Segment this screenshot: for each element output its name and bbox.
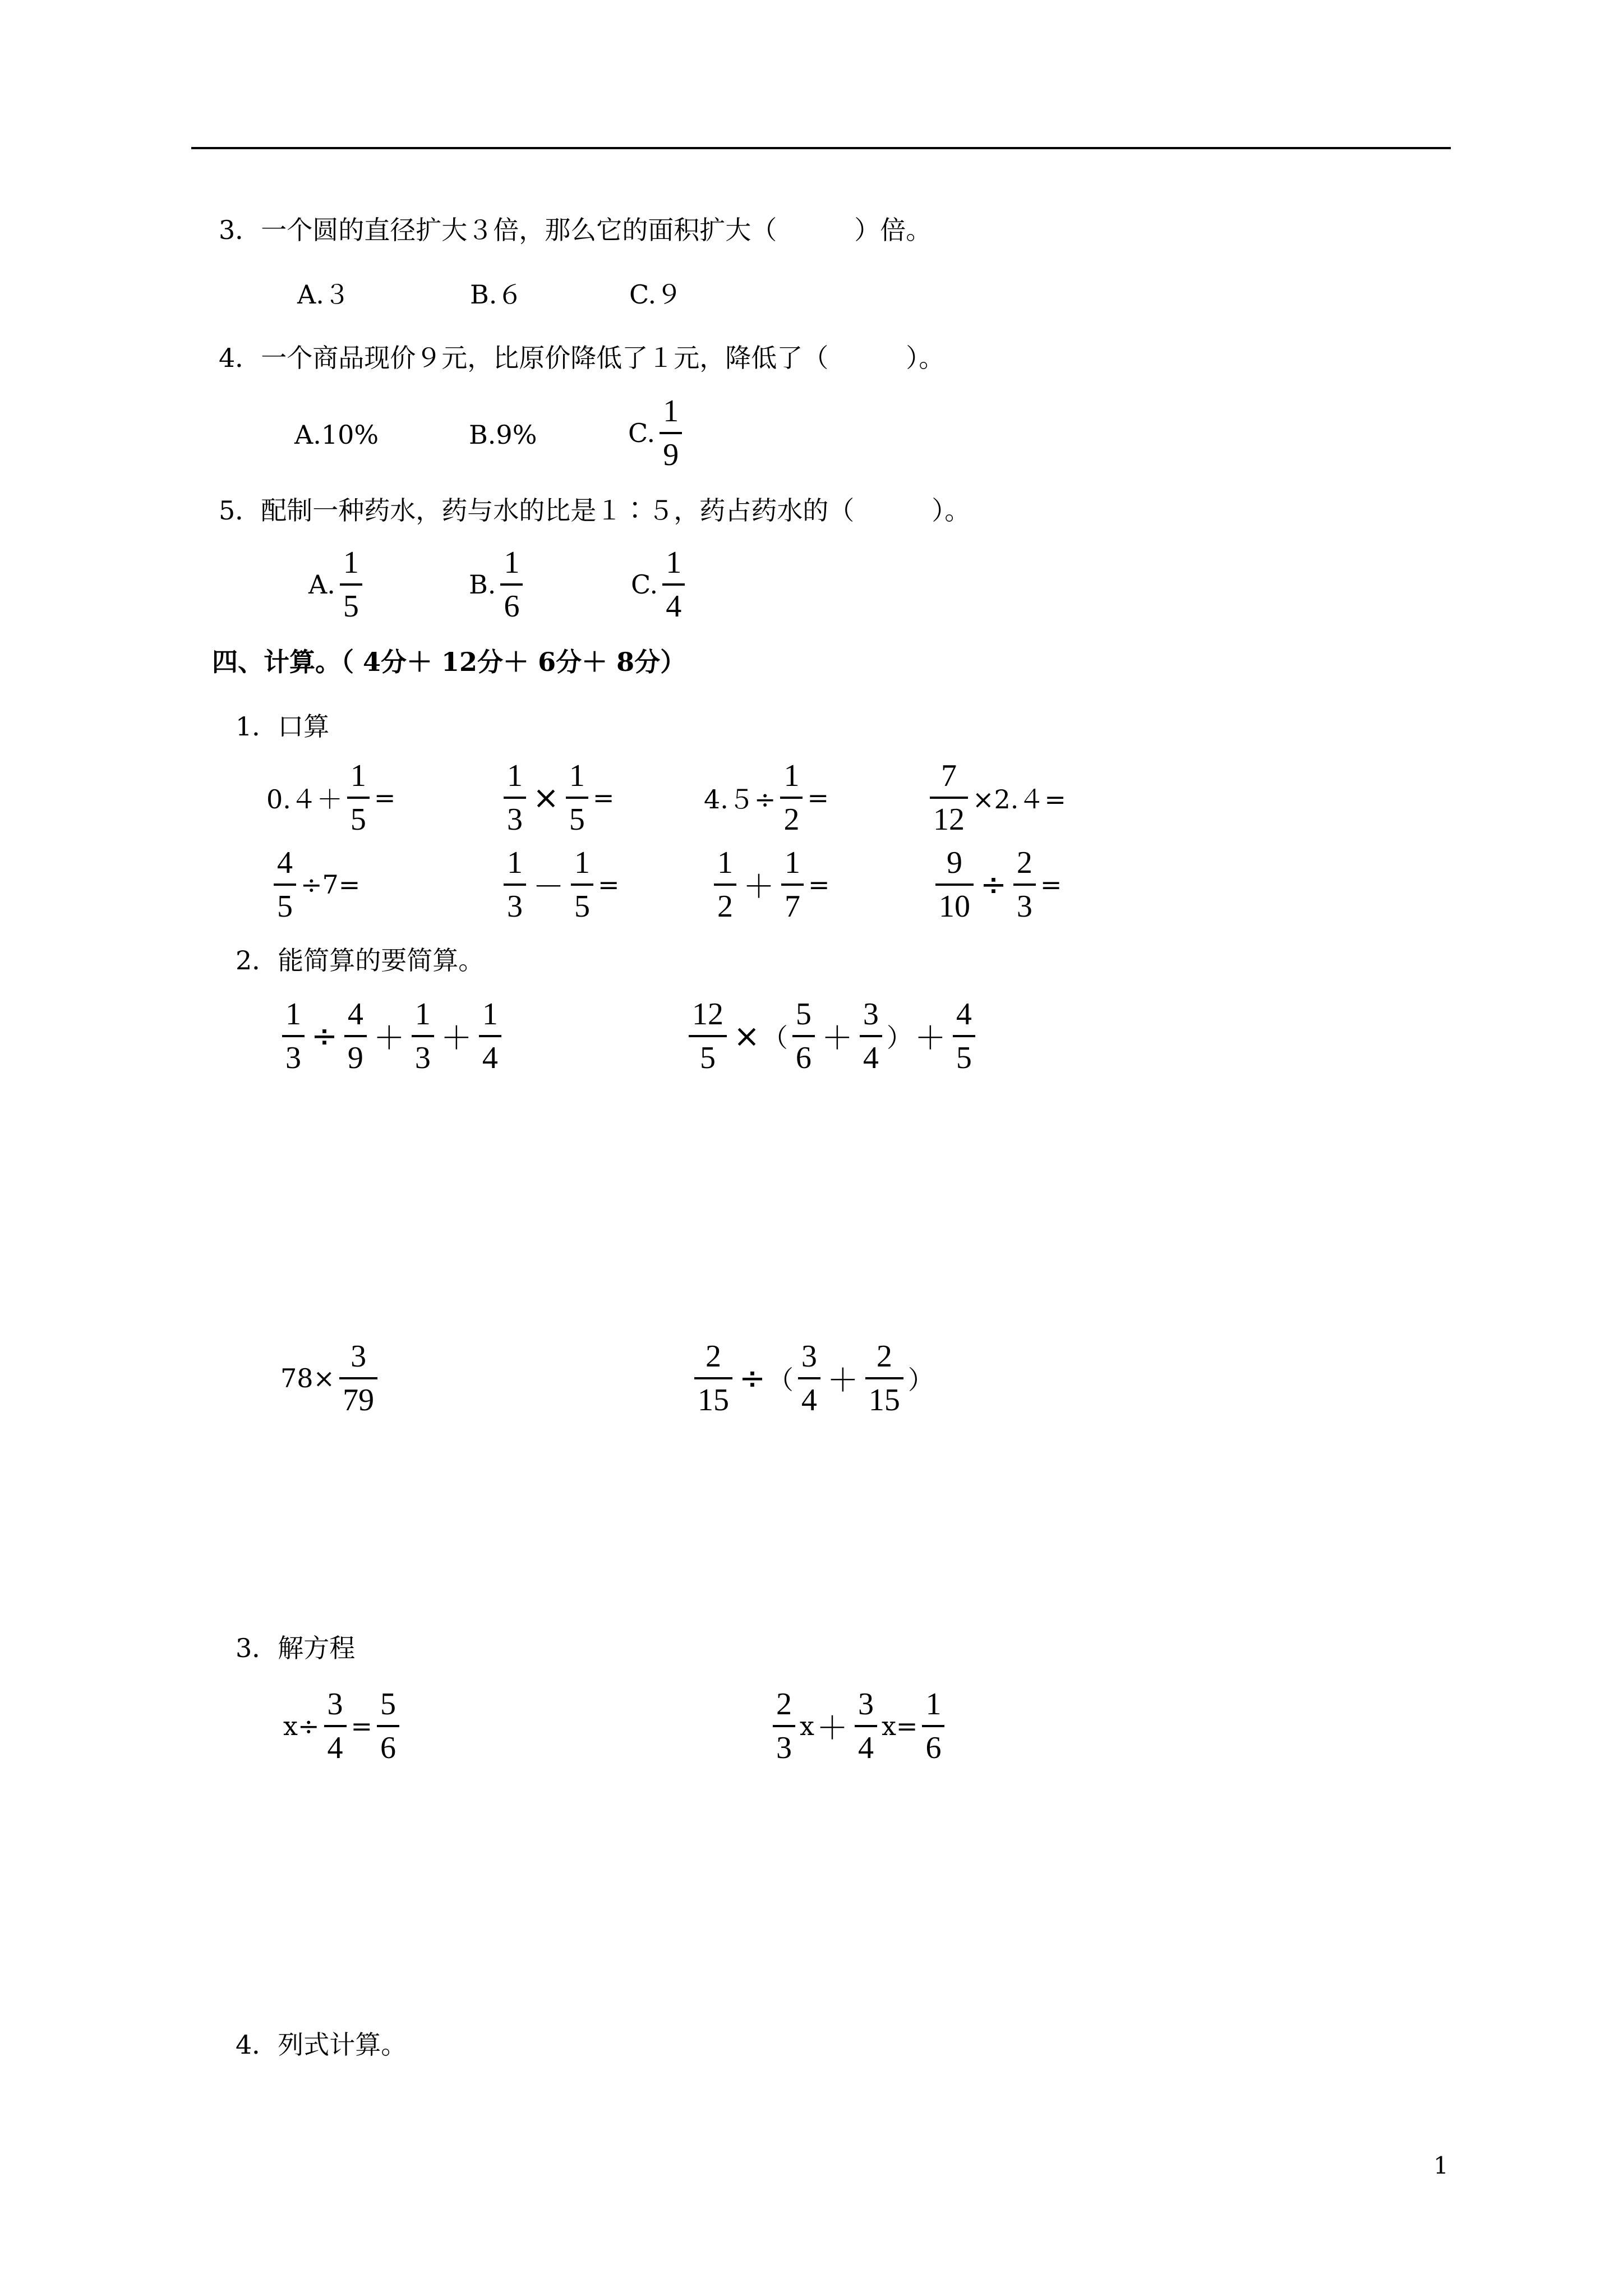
- right-paren: ）: [907, 1365, 934, 1395]
- denominator: 5: [569, 802, 585, 837]
- numerator: 3: [801, 1339, 817, 1374]
- simplify-expr-3: [280, 1338, 382, 1419]
- simplify-expr-4: [690, 1338, 934, 1419]
- variable-x: x: [881, 1711, 896, 1741]
- numerator: 1: [783, 758, 800, 793]
- numerator: 9: [947, 845, 962, 880]
- q5-option-b-label: B.: [469, 569, 496, 600]
- q5-option-a-label: A.: [308, 569, 335, 600]
- fraction: [1013, 844, 1036, 925]
- denominator: 10: [939, 889, 970, 924]
- q5-option-c: [631, 544, 689, 625]
- equals-sign: =: [592, 783, 615, 813]
- fraction: [282, 996, 305, 1076]
- denominator: 79: [343, 1383, 375, 1418]
- numerator: 1: [343, 545, 359, 580]
- expr-text: x÷: [283, 1711, 320, 1741]
- divide-sign: ÷: [739, 1360, 766, 1397]
- denominator: 7: [785, 889, 800, 924]
- q4-option-c: [628, 393, 686, 473]
- numerator: 2: [706, 1339, 721, 1374]
- numerator: 1: [925, 1687, 942, 1722]
- denominator: 9: [347, 1041, 363, 1075]
- numerator: 1: [785, 845, 800, 880]
- denominator: 15: [698, 1383, 729, 1418]
- numerator: 1: [507, 845, 523, 880]
- fraction: [566, 757, 588, 838]
- denominator: 3: [776, 1731, 792, 1765]
- equals-sign: =: [896, 1711, 918, 1741]
- fraction: [344, 996, 367, 1076]
- fraction: [860, 996, 882, 1076]
- fraction: [855, 1686, 877, 1766]
- page-number: 1: [1433, 2152, 1449, 2179]
- denominator: 4: [863, 1041, 879, 1075]
- oral-expr-4: [925, 757, 1066, 838]
- denominator: 3: [507, 889, 523, 924]
- question-5-text: 5．配制一种药水，药与水的比是１∶５，药占药水的（ ）。: [219, 495, 971, 526]
- plus-sign: ＋: [914, 1020, 946, 1057]
- equation-1: [283, 1686, 404, 1766]
- equals-sign: =: [1040, 869, 1062, 900]
- fraction: [504, 757, 526, 838]
- denominator: 5: [343, 589, 359, 624]
- denominator: 4: [666, 589, 682, 624]
- plus-sign: ＋: [821, 1020, 853, 1057]
- numerator: 4: [347, 997, 363, 1032]
- simplify-expr-2: [684, 996, 980, 1076]
- q3-option-c: C.９: [629, 279, 683, 310]
- expr-text: ×2.４=: [972, 784, 1066, 815]
- q3-option-a: A.３: [297, 279, 350, 310]
- denominator: 4: [482, 1041, 498, 1075]
- numerator: 4: [277, 845, 293, 880]
- numerator: 1: [663, 394, 679, 429]
- numerator: 1: [482, 997, 498, 1032]
- fraction: [479, 996, 501, 1076]
- numerator: 2: [776, 1687, 792, 1722]
- denominator: 4: [857, 1731, 874, 1765]
- equals-sign: =: [351, 1711, 373, 1741]
- denominator: 5: [277, 889, 293, 924]
- numerator: 1: [507, 758, 523, 793]
- denominator: 4: [801, 1383, 817, 1418]
- numerator: 1: [504, 545, 520, 580]
- denominator: 15: [868, 1383, 900, 1418]
- numerator: 3: [327, 1687, 343, 1722]
- denominator: 12: [933, 802, 965, 837]
- plus-sign: ＋: [827, 1363, 859, 1399]
- question-3-text: 3．一个圆的直径扩大３倍，那么它的面积扩大（ ）倍。: [219, 215, 932, 245]
- fraction: [412, 996, 434, 1076]
- numerator: 1: [574, 845, 590, 880]
- denominator: 4: [327, 1731, 343, 1765]
- q5-option-b-fraction: [500, 544, 523, 625]
- denominator: 3: [507, 802, 523, 837]
- oral-expr-7: [709, 844, 830, 925]
- fraction: [324, 1686, 347, 1766]
- oral-expr-3: [704, 757, 829, 838]
- expr-text: 78×: [280, 1363, 335, 1393]
- fraction: [347, 757, 370, 838]
- numerator: 1: [569, 758, 585, 793]
- numerator: 3: [857, 1687, 874, 1722]
- divide-sign: ÷: [311, 1018, 338, 1055]
- numerator: 1: [285, 997, 301, 1032]
- denominator: 3: [285, 1041, 301, 1075]
- fraction: [930, 757, 968, 838]
- part-2-title: 2．能简算的要简算。: [236, 945, 485, 976]
- fraction: [773, 1686, 795, 1766]
- fraction: [504, 844, 526, 925]
- numerator: 3: [351, 1339, 367, 1374]
- fraction: [694, 1338, 732, 1419]
- denominator: 2: [717, 889, 733, 924]
- fraction: [780, 757, 803, 838]
- minus-sign: －: [533, 869, 564, 905]
- numerator: 1: [414, 997, 431, 1032]
- equals-sign: =: [374, 783, 396, 813]
- q4-option-b: B.9%: [469, 420, 537, 450]
- denominator: 5: [956, 1041, 972, 1075]
- oral-expr-1: [266, 757, 395, 838]
- numerator: 4: [956, 997, 972, 1032]
- equals-sign: =: [598, 869, 620, 900]
- expr-text: 0.４＋: [266, 784, 343, 815]
- oral-expr-6: [499, 844, 620, 925]
- numerator: 7: [941, 758, 957, 793]
- fraction: [798, 1338, 820, 1419]
- fraction: [865, 1338, 903, 1419]
- denominator: 5: [700, 1041, 716, 1075]
- denominator: 2: [783, 802, 800, 837]
- part-4-title: 4．列式计算。: [236, 2030, 407, 2060]
- section-4-title: 四、计算。（ 4分＋ 12分＋ 6分＋ 8分）: [212, 647, 686, 677]
- fraction: [377, 1686, 399, 1766]
- times-sign: ×: [734, 1018, 760, 1055]
- denominator: 6: [795, 1041, 811, 1075]
- oral-expr-8: [931, 844, 1062, 925]
- fraction: [571, 844, 593, 925]
- divide-sign: ÷: [980, 866, 1007, 903]
- denominator: 6: [504, 589, 520, 624]
- q5-option-a: [308, 544, 367, 625]
- numerator: 2: [1016, 845, 1032, 880]
- times-sign: ×: [533, 779, 559, 816]
- numerator: 3: [863, 997, 879, 1032]
- part-3-title: 3．解方程: [236, 1633, 356, 1663]
- expr-text: 4.５÷: [704, 784, 776, 815]
- q5-option-c-fraction: [662, 544, 685, 625]
- fraction: [935, 844, 974, 925]
- fraction: [274, 844, 296, 925]
- oral-expr-5: [269, 844, 360, 925]
- right-paren: ）: [886, 1023, 912, 1053]
- q5-option-c-label: C.: [631, 569, 658, 600]
- q5-option-a-fraction: [340, 544, 362, 625]
- fraction: [922, 1686, 944, 1766]
- left-paren: （: [762, 1023, 788, 1053]
- q4-option-a: A.10%: [294, 420, 379, 450]
- simplify-expr-1: [278, 996, 506, 1076]
- question-4-text: 4．一个商品现价９元，比原价降低了１元，降低了（ ）。: [219, 343, 945, 373]
- plus-sign: ＋: [440, 1020, 472, 1057]
- expr-text: ÷7=: [301, 869, 361, 900]
- fraction: [689, 996, 727, 1076]
- oral-expr-2: [499, 757, 614, 838]
- denominator: 6: [380, 1731, 396, 1765]
- plus-sign: ＋: [816, 1710, 848, 1747]
- denominator: 5: [574, 889, 590, 924]
- denominator: 5: [350, 802, 366, 837]
- equation-2: [768, 1686, 949, 1766]
- denominator: 6: [925, 1731, 942, 1765]
- numerator: 12: [692, 997, 723, 1032]
- left-paren: （: [767, 1365, 794, 1395]
- denominator: 9: [663, 438, 679, 472]
- numerator: 1: [350, 758, 366, 793]
- numerator: 2: [876, 1339, 892, 1374]
- fraction: [714, 844, 736, 925]
- numerator: 1: [666, 545, 682, 580]
- numerator: 1: [717, 845, 733, 880]
- plus-sign: ＋: [373, 1020, 405, 1057]
- fraction: [792, 996, 815, 1076]
- denominator: 3: [1016, 889, 1032, 924]
- fraction: [953, 996, 975, 1076]
- q3-option-b: B.６: [470, 279, 523, 310]
- denominator: 3: [414, 1041, 431, 1075]
- numerator: 5: [795, 997, 811, 1032]
- q4-option-c-fraction: [660, 393, 682, 473]
- equals-sign: =: [807, 783, 829, 813]
- header-rule: [191, 147, 1451, 149]
- numerator: 5: [380, 1687, 396, 1722]
- variable-x: x: [800, 1711, 814, 1741]
- fraction: [781, 844, 804, 925]
- q4-option-c-label: C.: [628, 418, 656, 448]
- part-1-title: 1．口算: [236, 711, 330, 742]
- equals-sign: =: [808, 869, 830, 900]
- fraction: [339, 1338, 377, 1419]
- q5-option-b: [469, 544, 527, 625]
- plus-sign: ＋: [743, 869, 774, 905]
